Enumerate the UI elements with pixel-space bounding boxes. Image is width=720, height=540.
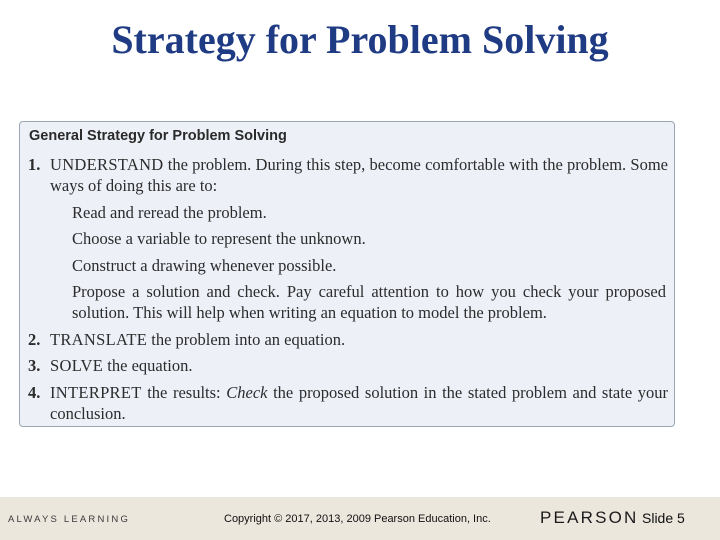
pearson-logo: PEARSON: [540, 508, 639, 527]
substep-3: Construct a drawing whenever possible.: [72, 256, 337, 275]
step-text: the results:: [141, 383, 227, 402]
step-text: the equation.: [103, 356, 193, 375]
step-text: the problem. During this step, become comfortable with the problem. Some ways of doing this are to:: [50, 155, 668, 195]
step-keyword: UNDERSTAND: [50, 155, 164, 174]
step-3: [28, 355, 668, 376]
footer-bar: [0, 497, 720, 540]
step-keyword: SOLVE: [50, 356, 104, 375]
copyright-text: Copyright © 2017, 2013, 2009 Pearson Education, Inc.: [224, 513, 491, 525]
always-learning-tagline: ALWAYS LEARNING: [8, 514, 131, 525]
substep-1: Read and reread the problem.: [72, 203, 267, 222]
slide-title: Strategy for Problem Solving: [111, 17, 609, 62]
substep-2: Choose a variable to represent the unknown.: [72, 229, 366, 248]
step-keyword: TRANSLATE: [50, 330, 148, 349]
step-2: [28, 329, 668, 350]
step-4: [28, 382, 668, 424]
step-number: 1.: [28, 155, 41, 174]
step-number: 3.: [28, 356, 41, 375]
substep-4: Propose a solution and check. Pay careful attention to how you check your proposed solution. This will help when writing an equation to model the problem.: [72, 282, 666, 322]
step-text: the problem into an equation.: [147, 330, 346, 349]
step-number: 2.: [28, 330, 41, 349]
step-1: [28, 154, 668, 196]
step-number: 4.: [28, 383, 41, 402]
step-body: [50, 154, 668, 196]
box-heading: General Strategy for Problem Solving: [29, 128, 287, 144]
step-keyword: INTERPRET: [50, 383, 142, 402]
step-body: [50, 355, 668, 376]
step-italic-text: Check: [226, 383, 268, 402]
slide-number: Slide 5: [642, 510, 685, 526]
step-body: [50, 329, 668, 350]
step-text: the proposed solution in the stated problem and state your conclusion.: [50, 383, 668, 423]
step-body: [50, 382, 668, 424]
strategy-box: [19, 121, 675, 427]
